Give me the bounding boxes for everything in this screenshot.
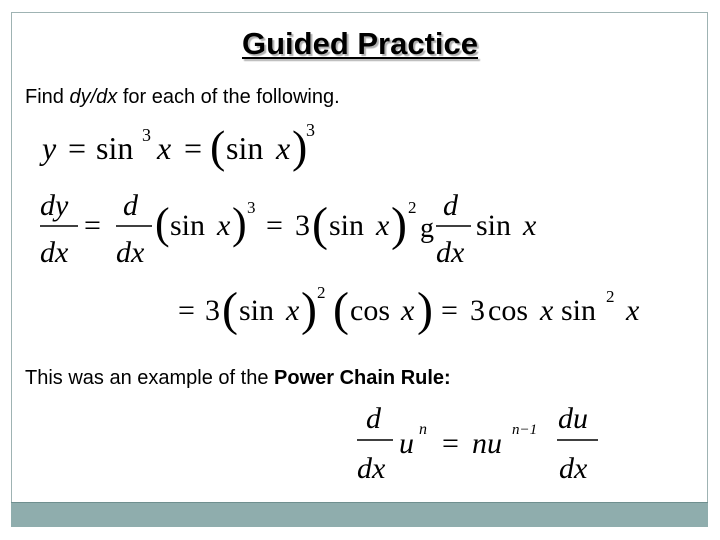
eq3-lparen2: (: [333, 283, 349, 336]
rule-du: du: [558, 402, 588, 435]
eq2-equals2: =: [266, 209, 283, 242]
eq2-d3: d: [443, 189, 458, 222]
eq3-exp2: 2: [317, 283, 326, 302]
eq1-rparen: ): [292, 121, 308, 172]
eq2-dx3: dx: [436, 236, 465, 269]
eq2-rparen: ): [232, 199, 247, 248]
eq2-dx2: dx: [116, 236, 145, 269]
rule-n: n: [419, 421, 427, 438]
eq3-exp2b: 2: [606, 287, 615, 306]
rule-dx2: dx: [559, 452, 588, 485]
eq2-coef3: 3: [295, 209, 310, 242]
rule-d: d: [366, 402, 381, 435]
equation-line-2: [40, 189, 537, 269]
eq1-lparen: (: [210, 121, 226, 172]
eq2-exp3: 3: [247, 198, 256, 217]
eq3-equals2: =: [441, 294, 458, 327]
eq2-equals: =: [84, 209, 101, 242]
rule-u: u: [399, 427, 414, 460]
equation-line-1: [39, 120, 315, 172]
eq3-coef3b: 3: [470, 294, 485, 327]
eq1-exp3b: 3: [306, 120, 315, 140]
eq2-exp2: 2: [408, 198, 417, 217]
eq3-rparen2: ): [417, 283, 433, 336]
eq2-d: d: [123, 189, 138, 222]
eq1-exp3: 3: [142, 125, 151, 145]
eq1-sin: sin: [96, 130, 134, 166]
eq3-lparen: (: [222, 283, 238, 336]
eq2-rparen2: ): [391, 198, 407, 251]
eq3-x2: x: [401, 294, 415, 327]
rule-n-minus-1: n−1: [512, 422, 538, 438]
eq2-dy: dy: [40, 189, 69, 222]
equation-line-3: [178, 283, 640, 336]
eq3-equals: =: [178, 294, 195, 327]
eq2-g: g: [420, 213, 434, 244]
eq1-x: x: [157, 130, 172, 166]
eq3-x: x: [286, 294, 300, 327]
eq2-lparen: (: [155, 199, 170, 248]
eq2-x: x: [217, 209, 231, 242]
eq2-sin: sin: [170, 209, 206, 242]
eq1-x2: x: [276, 130, 291, 166]
eq3-coef3: 3: [205, 294, 220, 327]
eq1-equals2: =: [184, 130, 203, 166]
eq3-x3: x: [540, 294, 554, 327]
eq2-lparen2: (: [312, 198, 328, 251]
eq1-equals: =: [68, 130, 87, 166]
eq2-dx: dx: [40, 236, 69, 269]
rule-equals: =: [442, 427, 459, 460]
instruction-prefix: Find: [25, 86, 70, 108]
rule-nu: nu: [472, 427, 502, 460]
power-chain-rule-formula: [357, 402, 598, 485]
eq3-rparen: ): [301, 283, 317, 336]
rule-dx: dx: [357, 452, 386, 485]
rule-name: Power Chain Rule:: [274, 367, 451, 389]
eq3-sin: sin: [239, 294, 275, 327]
outro-prefix: This was an example of the: [25, 367, 275, 389]
eq2-sin2: sin: [329, 209, 365, 242]
instruction-expr: dy/dx: [69, 86, 118, 108]
eq3-x4: x: [626, 294, 640, 327]
eq1-sin2: sin: [226, 130, 264, 166]
eq2-x3: x: [523, 209, 537, 242]
eq3-sin2: sin: [561, 294, 597, 327]
eq3-cos: cos: [350, 294, 390, 327]
eq2-sin3: sin: [476, 209, 512, 242]
eq1-y: y: [42, 130, 57, 166]
eq2-x2: x: [376, 209, 390, 242]
instruction-suffix: for each of the following.: [117, 86, 340, 108]
eq3-cos2: cos: [488, 294, 528, 327]
slide-title: Guided Practice: [241, 26, 479, 61]
